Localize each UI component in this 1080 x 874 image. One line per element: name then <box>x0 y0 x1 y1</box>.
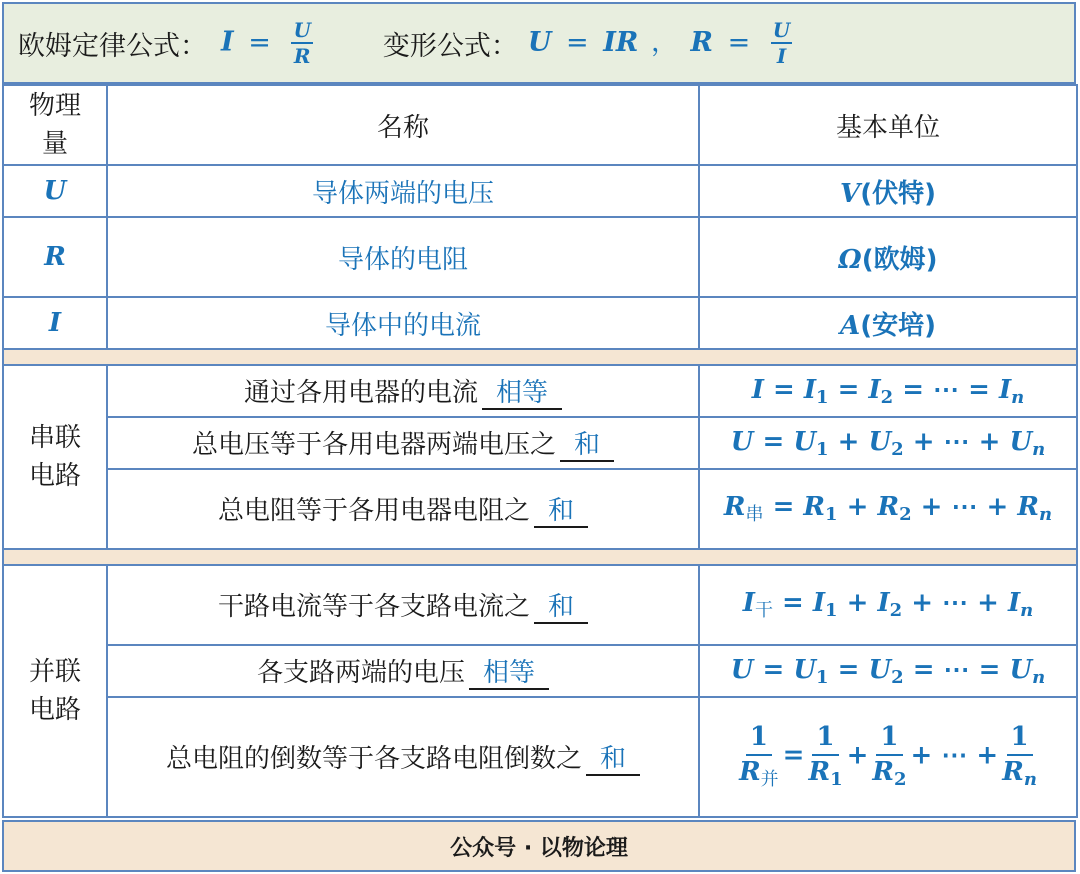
ohm-law-label: 欧姆定律公式： <box>18 30 207 62</box>
section-divider <box>3 349 1077 365</box>
ohm-law-formula: I = $\frac{U}{R}$ <box>221 18 311 68</box>
answer-blank: 和 <box>586 746 640 775</box>
variant-formula: U = IR ， R = $\frac{U}{I}$ <box>527 18 791 69</box>
series-rule: 通过各用电器的电流 相等 <box>107 365 699 417</box>
quantity-symbol: I <box>3 297 107 349</box>
answer-blank: 和 <box>560 432 614 461</box>
quantity-name: 导体中的电流 <box>107 297 699 349</box>
parallel-circuit-label: 并联电路 <box>3 565 107 817</box>
series-rule: 总电阻等于各用电器电阻之 和 <box>107 469 699 549</box>
series-row <box>3 469 1077 549</box>
parallel-rule: 总电阻的倒数等于各支路电阻倒数之 和 <box>107 697 699 817</box>
parallel-resistance-formula: $\frac{1}{R_并}$ = $\frac{1}{R_1}$ + $\frac{1}{R_2}$ + ⋯ + $\frac{1}{R_n}$ <box>699 697 1077 817</box>
series-row <box>3 365 1077 417</box>
table-row <box>3 297 1077 349</box>
formula-header <box>2 2 1076 84</box>
parallel-row <box>3 697 1077 817</box>
series-current-formula: $I = I_1 = I_2$ = ⋯ = $I_n$ <box>699 365 1077 417</box>
parallel-current-formula: $I_干 = I_1 + I_2$ + ⋯ + $I_n$ <box>699 565 1077 645</box>
answer-blank: 和 <box>534 594 588 623</box>
parallel-voltage-formula: $U = U_1 = U_2$ = ⋯ = $U_n$ <box>699 645 1077 697</box>
series-row <box>3 417 1077 469</box>
answer-blank: 相等 <box>482 380 562 409</box>
series-resistance-formula: $R_串 = R_1 + R_2$ + ⋯ + $R_n$ <box>699 469 1077 549</box>
parallel-rule: 各支路两端的电压 相等 <box>107 645 699 697</box>
quantity-unit: A(安培) <box>699 297 1077 349</box>
quantity-symbol: R <box>3 217 107 297</box>
table-row <box>3 165 1077 217</box>
answer-blank: 和 <box>534 498 588 527</box>
header-name: 名称 <box>107 85 699 165</box>
series-rule: 总电压等于各用电器两端电压之 和 <box>107 417 699 469</box>
answer-blank: 相等 <box>469 660 549 689</box>
parallel-rule: 干路电流等于各支路电流之 和 <box>107 565 699 645</box>
quantity-symbol: U <box>3 165 107 217</box>
variant-formula-label: 变形公式： <box>382 30 518 62</box>
quantity-unit: V(伏特) <box>699 165 1077 217</box>
quantity-name: 导体两端的电压 <box>107 165 699 217</box>
series-circuit-label: 串联电路 <box>3 365 107 549</box>
quantity-unit: Ω(欧姆) <box>699 217 1077 297</box>
section-divider <box>3 549 1077 565</box>
header-physical-quantity: 物理量 <box>3 85 107 165</box>
ohm-law-table <box>2 84 1078 818</box>
parallel-row <box>3 645 1077 697</box>
series-voltage-formula: $U = U_1 + U_2$ + ⋯ + $U_n$ <box>699 417 1077 469</box>
parallel-row <box>3 565 1077 645</box>
footer-credit: 公众号 · 以物论理 <box>2 820 1076 872</box>
table-header-row <box>3 85 1077 165</box>
header-base-unit: 基本单位 <box>699 85 1077 165</box>
table-row <box>3 217 1077 297</box>
quantity-name: 导体的电阻 <box>107 217 699 297</box>
